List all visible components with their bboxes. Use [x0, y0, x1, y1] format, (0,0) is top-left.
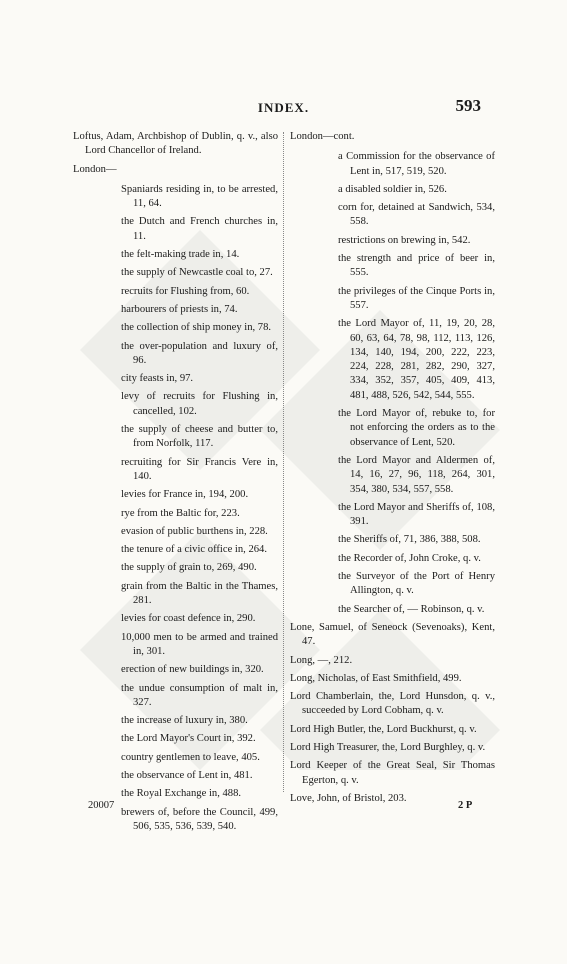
index-subentry: levies for France in, 194, 200.: [121, 489, 249, 501]
index-subentry: brewers of, before the Council, 499, 506, 535, 536, 539, 540.: [121, 806, 278, 832]
index-entry: Lone, Samuel, of Seneock (Sevenoaks), Kent, 47.: [290, 621, 495, 648]
page-number: 593: [455, 96, 481, 115]
index-entry: Long, —, 212.: [290, 654, 353, 666]
index-subentry: city feasts in, 97.: [121, 373, 194, 385]
index-subentry: the Lord Mayor's Court in, 392.: [121, 733, 256, 745]
index-subentry: the Sheriffs of, 71, 386, 388, 508.: [338, 534, 481, 546]
index-subentry: the Recorder of, John Croke, q. v.: [338, 552, 481, 564]
footer-signature-mark: 2 P: [458, 800, 473, 811]
index-subentry: 10,000 men to be armed and trained in, 301.: [121, 631, 278, 657]
index-subentry: harbourers of priests in, 74.: [121, 303, 238, 315]
index-subentry: rye from the Baltic for, 223.: [121, 507, 240, 519]
index-subentry: evasion of public burthens in, 228.: [121, 525, 268, 537]
index-subentry: the Lord Mayor of, rebuke to, for not enforcing the orders as to the observance of Lent, 520.: [338, 408, 495, 448]
index-subentry: the supply of cheese and butter to, from Norfolk, 117.: [121, 424, 278, 450]
index-subentry: erection of new buildings in, 320.: [121, 664, 264, 676]
page-title: INDEX.: [257, 100, 310, 115]
index-subentry: recruiting for Sir Francis Vere in, 140.: [121, 456, 278, 482]
index-entry: Lord Keeper of the Great Seal, Sir Thomas Egerton, q. v.: [290, 760, 495, 786]
index-column-left: [73, 130, 278, 838]
index-subentry: the observance of Lent in, 481.: [121, 769, 253, 781]
index-subentry: restrictions on brewing in, 542.: [338, 234, 471, 246]
index-subentry: the undue consumption of malt in, 327.: [121, 682, 278, 708]
index-subentry: the Dutch and French churches in, 11.: [121, 216, 278, 242]
index-column-right: [290, 130, 495, 810]
index-subentry: the felt-making trade in, 14.: [121, 249, 240, 261]
index-subentry: Spaniards residing in, to be arrested, 11, 64.: [121, 183, 278, 210]
index-subentry: the tenure of a civic office in, 264.: [121, 544, 268, 556]
index-heading: London—: [73, 163, 117, 175]
index-subentry: the Lord Mayor and Sheriffs of, 108, 391.: [338, 501, 495, 528]
column-divider: [283, 132, 284, 792]
index-subentry: the supply of grain to, 269, 490.: [121, 562, 257, 574]
footer-signature-number: 20007: [88, 800, 115, 811]
index-subentry: country gentlemen to leave, 405.: [121, 751, 260, 763]
index-subentry: the Surveyor of the Port of Henry Allington, q. v.: [338, 571, 495, 597]
index-subentry: levies for coast defence in, 290.: [121, 613, 256, 625]
index-subentry: corn for, detained at Sandwich, 534, 558.: [338, 202, 495, 228]
index-subentry: a disabled soldier in, 526.: [338, 183, 447, 195]
page-header: [0, 96, 567, 120]
index-subentry: the privileges of the Cinque Ports in, 557.: [338, 285, 495, 311]
index-subentry: the Lord Mayor of, 11, 19, 20, 28, 60, 63, 64, 78, 98, 112, 113, 126, 134, 140, 194, 200, 222, 223, 224, 228, 281, 282, 290, 327, 334, 352, 357, 405, 409, 413, 481, 488, 526, 542, 544, 555.: [338, 318, 495, 401]
index-entry: Lord High Butler, the, Lord Buckhurst, q. v.: [290, 723, 477, 735]
index-subentry: a Commission for the observance of Lent in, 517, 519, 520.: [338, 151, 495, 177]
index-subentry: recruits for Flushing from, 60.: [121, 285, 250, 297]
index-subentry: the supply of Newcastle coal to, 27.: [121, 267, 273, 279]
index-subentry: the Searcher of, — Robinson, q. v.: [338, 603, 485, 615]
index-entry: Lord Chamberlain, the, Lord Hunsdon, q. v., succeeded by Lord Cobham, q. v.: [290, 691, 495, 717]
index-subentry: the over-population and luxury of, 96.: [121, 340, 278, 366]
index-subentry: the collection of ship money in, 78.: [121, 322, 272, 334]
index-entry: Love, John, of Bristol, 203.: [290, 792, 407, 804]
index-subentry: the Lord Mayor and Aldermen of, 14, 16, 27, 96, 118, 264, 301, 354, 380, 534, 557, 558.: [338, 454, 495, 495]
index-subentry: the Royal Exchange in, 488.: [121, 788, 242, 800]
index-subentry: levy of recruits for Flushing in, cancelled, 102.: [121, 391, 278, 417]
index-entry: Lord High Treasurer, the, Lord Burghley, q. v.: [290, 741, 486, 753]
index-subentry: grain from the Baltic in the Thames, 281.: [121, 580, 278, 607]
index-subentry: the increase of luxury in, 380.: [121, 715, 248, 727]
index-heading: London—cont.: [290, 131, 355, 142]
index-entry: Loftus, Adam, Archbishop of Dublin, q. v., also Lord Chancellor of Ireland.: [73, 131, 278, 157]
index-entry: Long, Nicholas, of East Smithfield, 499.: [290, 672, 462, 684]
index-subentry: the strength and price of beer in, 555.: [338, 253, 495, 279]
